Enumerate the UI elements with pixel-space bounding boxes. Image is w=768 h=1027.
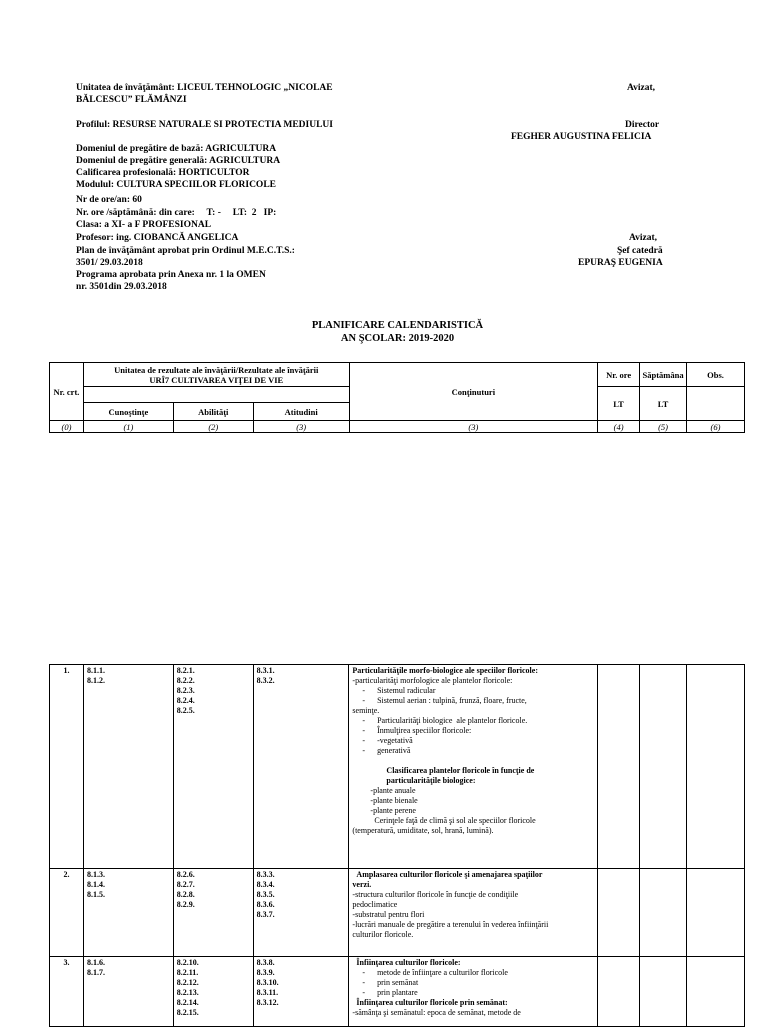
abilitati-code: 8.2.14.	[176, 998, 199, 1007]
planning-body-table	[49, 664, 745, 1027]
sef-catedra-title: Şef catedră	[617, 246, 663, 256]
obs-cell	[687, 869, 745, 957]
atitudini-code: 8.3.12.	[256, 998, 279, 1007]
avizat-sef-label: Avizat,	[629, 233, 658, 243]
atitudini-code: 8.3.5.	[256, 890, 275, 899]
abilitati-code: 8.2.4.	[176, 696, 195, 705]
atitudini-code: 8.3.3.	[256, 870, 275, 879]
cunostinte-code: 8.1.1.	[86, 666, 105, 675]
domeniu-baza: Domeniul de pregătire de bază: AGRICULTURA	[76, 144, 277, 154]
continut-line: -substratul pentru flori	[352, 910, 425, 919]
continut-line: Înfiinţarea culturilor floricole:	[356, 958, 461, 967]
column-index: (4)	[598, 421, 640, 433]
abilitati-header: Abilităţi	[173, 403, 253, 421]
continut-line: verzi.	[352, 880, 372, 889]
continut-line: Amplasarea culturilor floricole şi amenajarea spaţiilor	[356, 870, 543, 879]
abilitati-cell	[173, 869, 253, 957]
lt-header-ore: LT	[598, 387, 640, 421]
atitudini-code: 8.3.6.	[256, 900, 275, 909]
profesor: Profesor: ing. CIOBANCĂ ANGELICA	[76, 233, 239, 243]
continut-line: - generativă	[362, 746, 411, 755]
abilitati-cell	[173, 665, 253, 869]
saptamana-cell	[640, 665, 687, 869]
school-name-line1: Unitatea de învăţământ: LICEUL TEHNOLOGIC „NICOLAE	[76, 83, 333, 93]
continut-line: - metode de înfiinţare a culturilor floricole	[362, 968, 508, 977]
continut-line: - prin plantare	[362, 988, 418, 997]
row-number: 2.	[50, 869, 84, 957]
continut-line: -structura culturilor floricole în funcţie de condiţiile	[352, 890, 519, 899]
abilitati-code: 8.2.9.	[176, 900, 195, 909]
abilitati-code: 8.2.6.	[176, 870, 195, 879]
atitudini-code: 8.3.8.	[256, 958, 275, 967]
unitate-header-line1: Unitatea de rezultate ale învăţării/Rezultate ale învăţării	[114, 364, 319, 375]
continut-line: (temperatură, umiditate, sol, hrană, lumină).	[352, 826, 494, 835]
continut-line: -plante bienale	[370, 796, 418, 805]
atitudini-cell	[253, 665, 349, 869]
continut-line: Particularităţile morfo-biologice ale speciilor floricole:	[352, 666, 538, 675]
ore-cell	[598, 869, 640, 957]
abilitati-cell	[173, 957, 253, 1027]
ore-cell	[598, 957, 640, 1027]
modul: Modulul: CULTURA SPECIILOR FLORICOLE	[76, 180, 276, 190]
continut-line: pedoclimatice	[352, 900, 398, 909]
abilitati-code: 8.2.10.	[176, 958, 199, 967]
nr-crt-header: Nr. crt.	[50, 363, 84, 421]
abilitati-code: 8.2.13.	[176, 988, 199, 997]
cunostinte-cell	[83, 869, 173, 957]
continut-line: -particularităţi morfologice ale plantelor floricole:	[352, 676, 513, 685]
atitudini-code: 8.3.11.	[256, 988, 279, 997]
plan-line2: 3501/ 29.03.2018	[76, 258, 143, 268]
abilitati-code: 8.2.7.	[176, 880, 195, 889]
continut-cell	[349, 665, 598, 869]
column-index: (0)	[50, 421, 84, 433]
avizat-director-label: Avizat,	[627, 83, 656, 93]
atitudini-code: 8.3.10.	[256, 978, 279, 987]
school-year: AN ŞCOLAR: 2019-2020	[340, 333, 455, 344]
continut-cell	[349, 869, 598, 957]
abilitati-code: 8.2.12.	[176, 978, 199, 987]
continut-line: - -vegetativă	[362, 736, 413, 745]
programa-line1: Programa aprobata prin Anexa nr. 1 la OMEN	[76, 270, 266, 280]
saptamana-cell	[640, 869, 687, 957]
row-number: 3.	[50, 957, 84, 1027]
atitudini-code: 8.3.9.	[256, 968, 275, 977]
column-index: (6)	[687, 421, 745, 433]
abilitati-code: 8.2.3.	[176, 686, 195, 695]
column-index: (3)	[253, 421, 349, 433]
continut-line: - prin semănat	[362, 978, 419, 987]
domeniu-general: Domeniul de pregătire generală: AGRICULTURA	[76, 156, 281, 166]
programa-line2: nr. 3501din 29.03.2018	[76, 282, 167, 292]
profil-line: Profilul: RESURSE NATURALE SI PROTECTIA MEDIULUI	[76, 120, 333, 130]
unitate-header	[83, 363, 349, 387]
saptamana-cell	[640, 957, 687, 1027]
cunostinte-code: 8.1.4.	[86, 880, 105, 889]
obs-cell	[687, 665, 745, 869]
school-name-line2: BĂLCESCU” FLĂMÂNZI	[76, 95, 187, 105]
continut-line: seminţe.	[352, 706, 380, 715]
abilitati-code: 8.2.1.	[176, 666, 195, 675]
continut-line: -sămânţa şi semănatul: epoca de semănat, metode de	[352, 1008, 521, 1017]
continut-line: - Sistemul aerian : tulpină, frunză, floare, fructe,	[362, 696, 527, 705]
atitudini-header: Atitudini	[253, 403, 349, 421]
plan-line1: Plan de învăţământ aprobat prin Ordinul M.E.C.T.S.:	[76, 246, 295, 256]
sef-catedra-name: EPURAŞ EUGENIA	[578, 258, 663, 268]
ore-cell	[598, 665, 640, 869]
continut-line: culturilor floricole.	[352, 930, 414, 939]
saptamana-header: Săptămâna	[640, 363, 687, 387]
cunostinte-cell	[83, 665, 173, 869]
atitudini-code: 8.3.1.	[256, 666, 275, 675]
calificare: Calificarea profesională: HORTICULTOR	[76, 168, 250, 178]
continut-line: - Particularităţi biologice ale plantelor floricole.	[362, 716, 528, 725]
atitudini-code: 8.3.7.	[256, 910, 275, 919]
continut-line: - Sistemul radicular	[362, 686, 436, 695]
abilitati-code: 8.2.8.	[176, 890, 195, 899]
continut-cell	[349, 957, 598, 1027]
director-name: FEGHER AUGUSTINA FELICIA	[511, 132, 652, 142]
document-title: PLANIFICARE CALENDARISTICĂ	[311, 320, 484, 331]
continut-line: Înfiinţarea culturilor floricole prin semănat:	[356, 998, 508, 1007]
atitudini-code: 8.3.4.	[256, 880, 275, 889]
cunostinte-code: 8.1.2.	[86, 676, 105, 685]
nr-ore-header: Nr. ore	[598, 363, 640, 387]
cunostinte-header: Cunoştinţe	[83, 403, 173, 421]
continut-line: -lucrări manuale de pregătire a terenului în vederea înfiinţării	[352, 920, 549, 929]
row-number: 1.	[50, 665, 84, 869]
continut-line: -plante perene	[370, 806, 416, 815]
column-index: (3)	[349, 421, 598, 433]
table-row	[50, 665, 745, 869]
abilitati-code: 8.2.2.	[176, 676, 195, 685]
cunostinte-cell	[83, 957, 173, 1027]
cunostinte-code: 8.1.5.	[86, 890, 105, 899]
director-title: Director	[625, 120, 660, 130]
atitudini-cell	[253, 957, 349, 1027]
unitate-header-line2: URÎ7 CULTIVAREA VIŢEI DE VIE	[149, 374, 284, 385]
cunostinte-code: 8.1.6.	[86, 958, 105, 967]
column-index: (5)	[640, 421, 687, 433]
obs-header-empty	[687, 387, 745, 421]
obs-header: Obs.	[687, 363, 745, 387]
cunostinte-code: 8.1.3.	[86, 870, 105, 879]
nr-ore-saptamana: Nr. ore /săptămână: din care: T: - LT: 2 IP:	[76, 208, 277, 218]
continut-line: - Înmulţirea speciilor floricole:	[362, 726, 472, 735]
table-row	[50, 869, 745, 957]
abilitati-code: 8.2.5.	[176, 706, 195, 715]
lt-header-saptamana: LT	[640, 387, 687, 421]
continuturi-header: Conţinuturi	[349, 363, 598, 421]
abilitati-code: 8.2.11.	[176, 968, 199, 977]
cunostinte-code: 8.1.7.	[86, 968, 105, 977]
continut-line: -plante anuale	[370, 786, 416, 795]
planning-header-table	[49, 362, 745, 433]
unitate-header-spacer	[83, 387, 349, 403]
continut-line: Cerinţele faţă de climă şi sol ale speciilor floricole	[374, 816, 536, 825]
clasa: Clasa: a XI- a F PROFESIONAL	[76, 220, 212, 230]
continut-line: particularităţile biologice:	[386, 776, 476, 785]
obs-cell	[687, 957, 745, 1027]
atitudini-cell	[253, 869, 349, 957]
atitudini-code: 8.3.2.	[256, 676, 275, 685]
abilitati-code: 8.2.15.	[176, 1008, 199, 1017]
nr-ore-an: Nr de ore/an: 60	[76, 195, 142, 205]
table-row	[50, 957, 745, 1027]
column-index: (2)	[173, 421, 253, 433]
column-index: (1)	[83, 421, 173, 433]
continut-line: Clasificarea plantelor floricole în funcţie de	[386, 766, 535, 775]
